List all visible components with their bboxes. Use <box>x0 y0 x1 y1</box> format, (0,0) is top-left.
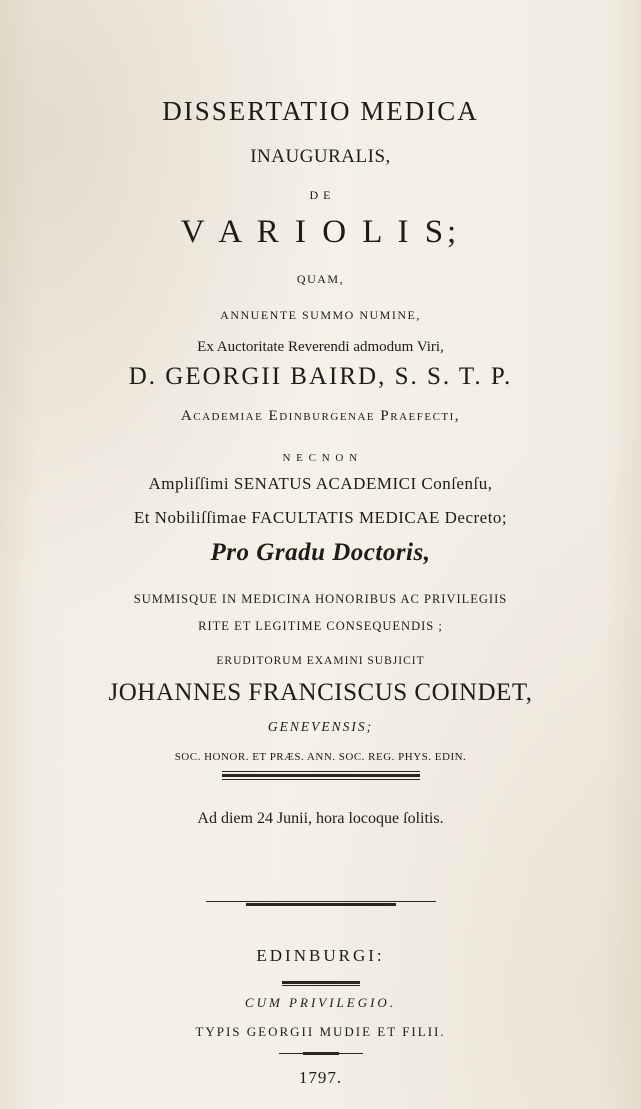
title-line-1: DISSERTATIO MEDICA <box>162 96 479 126</box>
degree-blackletter: Pro Gradu Doctoris, <box>210 539 431 566</box>
authority-name: D. GEORGII BAIRD, S. S. T. P. <box>128 363 513 390</box>
degree-line-1: SUMMISQUE IN MEDICINA HONORIBUS AC PRIVILEGIIS <box>133 592 508 606</box>
title-annuente: ANNUENTE SUMMO NUMINE, <box>220 308 421 322</box>
title-quam: QUAM, <box>296 272 345 286</box>
author-origin: GENEVENSIS; <box>267 719 374 734</box>
title-line-2: INAUGURALIS, <box>250 146 391 167</box>
author-subjicit: ERUDITORUM EXAMINI SUBJICIT <box>216 655 425 667</box>
author-name: JOHANNES FRANCISCUS COINDET, <box>108 679 533 706</box>
authority-necnon: N E C N O N <box>282 452 359 464</box>
date-line: Ad diem 24 Junii, hora locoque ſolitis. <box>197 810 444 827</box>
title-subject: V A R I O L I S; <box>180 214 461 250</box>
ornamental-rule-3 <box>282 981 360 986</box>
author-societies: SOC. HONOR. ET PRÆS. ANN. SOC. REG. PHYS. EDIN. <box>174 751 467 763</box>
title-de: D E <box>309 188 332 202</box>
imprint-privilege: CUM PRIVILEGIO. <box>244 995 397 1010</box>
authority-office: Academiae Edinburgenae Praefecti, <box>180 408 461 424</box>
imprint-printer: TYPIS GEORGII MUDIE ET FILII. <box>195 1024 446 1039</box>
imprint-city: EDINBURGI: <box>256 946 385 965</box>
ornamental-rule-1 <box>222 771 420 780</box>
ornamental-rule-4 <box>279 1053 363 1055</box>
authority-line-1: Ex Auctoritate Reverendi admodum Viri, <box>197 339 444 355</box>
authority-senatus: Ampliſſimi SENATUS ACADEMICI Conſenſu, <box>148 474 493 493</box>
degree-line-2: RITE ET LEGITIME CONSEQUENDIS ; <box>198 619 443 633</box>
ornamental-rule-2 <box>206 901 436 906</box>
imprint-year: 1797. <box>298 1068 343 1087</box>
authority-facultas: Et Nobiliſſimae FACULTATIS MEDICAE Decreto; <box>133 508 508 527</box>
